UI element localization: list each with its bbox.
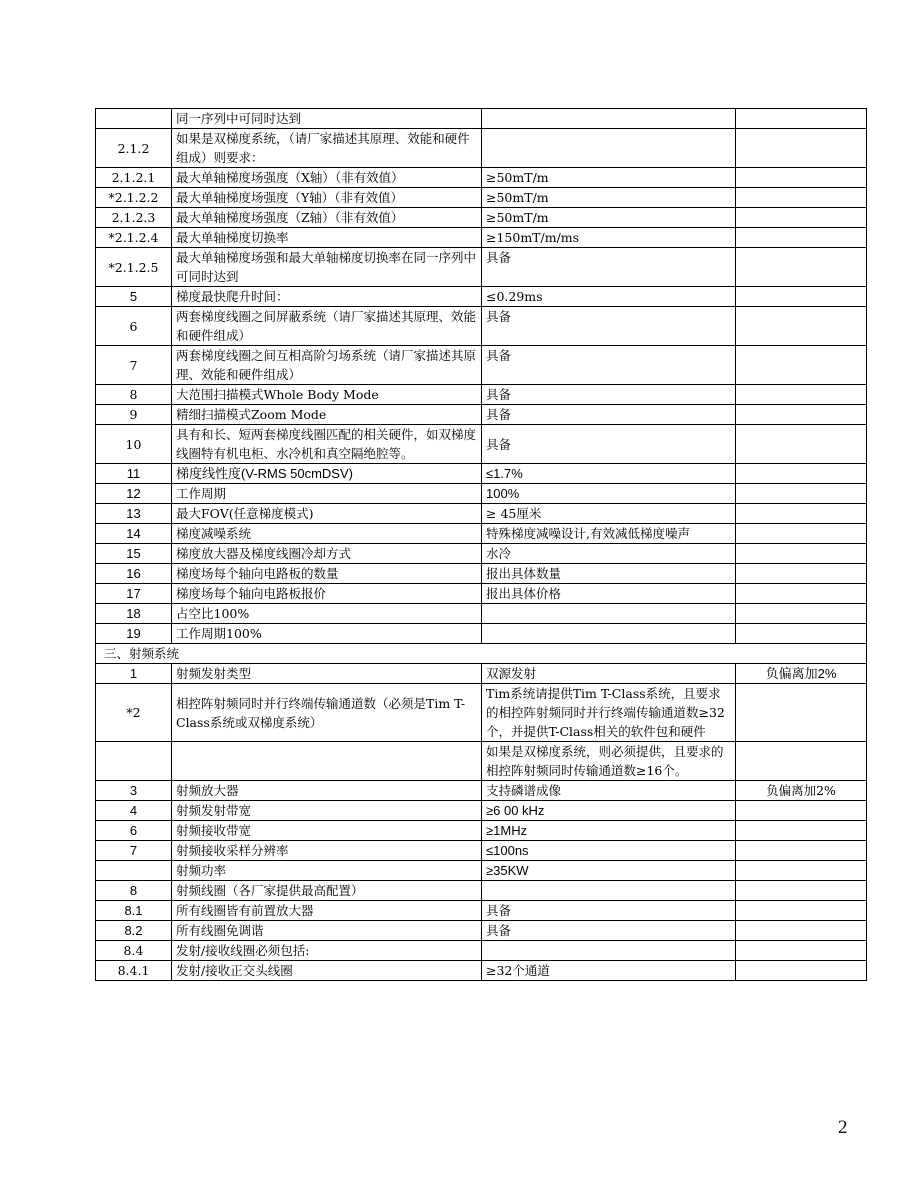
row-note: [736, 425, 867, 464]
page-number: 2: [838, 1117, 848, 1138]
table-row: [96, 901, 867, 921]
row-spec: ≥6 00 kHz: [482, 801, 736, 821]
row-number: *2.1.2.2: [96, 188, 172, 208]
row-item: 射频发射带宽: [172, 801, 482, 821]
row-spec: ≤100ns: [482, 841, 736, 861]
row-note: [736, 624, 867, 644]
row-spec: 具备: [482, 307, 736, 346]
row-note: [736, 504, 867, 524]
row-item: 最大单轴梯度场强度（Z轴）（非有效值）: [172, 208, 482, 228]
row-item: 梯度最快爬升时间：: [172, 287, 482, 307]
row-item: 梯度场每个轴向电路板的数量: [172, 564, 482, 584]
row-item: 所有线圈皆有前置放大器: [172, 901, 482, 921]
row-number: 14: [96, 524, 172, 544]
table-row: [96, 861, 867, 881]
row-note: [736, 921, 867, 941]
table-row: [96, 564, 867, 584]
row-spec: ≥1MHz: [482, 821, 736, 841]
section-heading: 三、射频系统: [96, 644, 867, 664]
row-item: 最大单轴梯度场强和最大单轴梯度切换率在同一序列中可同时达到: [172, 248, 482, 287]
table-row: [96, 941, 867, 961]
row-number: 9: [96, 405, 172, 425]
row-note: [736, 524, 867, 544]
row-number: 1: [96, 664, 172, 684]
row-note: [736, 109, 867, 129]
row-item: 工作周期: [172, 484, 482, 504]
table-row: [96, 307, 867, 346]
row-item: 如果是双梯度系统，（请厂家描述其原理、效能和硬件组成）则要求：: [172, 129, 482, 168]
row-number: 8.2: [96, 921, 172, 941]
row-spec: 特殊梯度减噪设计,有效减低梯度噪声: [482, 524, 736, 544]
row-spec: 具备: [482, 901, 736, 921]
row-number: [96, 109, 172, 129]
row-spec: ≥32个通道: [482, 961, 736, 981]
row-item: 两套梯度线圈之间屏蔽系统（请厂家描述其原理、效能和硬件组成）: [172, 307, 482, 346]
row-note: [736, 941, 867, 961]
table-row: [96, 188, 867, 208]
row-note: 负偏离加2%: [736, 664, 867, 684]
row-spec: ≥50mT/m: [482, 168, 736, 188]
row-number: [96, 861, 172, 881]
row-number: 19: [96, 624, 172, 644]
table-row: [96, 841, 867, 861]
row-item: 梯度减噪系统: [172, 524, 482, 544]
table-row: [96, 287, 867, 307]
row-number: 6: [96, 307, 172, 346]
table-row: [96, 228, 867, 248]
row-number: *2.1.2.4: [96, 228, 172, 248]
row-number: 18: [96, 604, 172, 624]
table-row: [96, 129, 867, 168]
table-row: [96, 405, 867, 425]
row-number: 12: [96, 484, 172, 504]
row-number: 16: [96, 564, 172, 584]
row-item: 同一序列中可同时达到: [172, 109, 482, 129]
row-number: 3: [96, 781, 172, 801]
table-row: [96, 961, 867, 981]
row-item: 射频发射类型: [172, 664, 482, 684]
table-row: [96, 801, 867, 821]
row-item: 占空比100%: [172, 604, 482, 624]
row-item: 梯度放大器及梯度线圈冷却方式: [172, 544, 482, 564]
table-row: [96, 248, 867, 287]
row-note: [736, 346, 867, 385]
row-spec: 双源发射: [482, 664, 736, 684]
row-note: 负偏离加2%: [736, 781, 867, 801]
table-row: [96, 524, 867, 544]
table-row: [96, 385, 867, 405]
table-row: [96, 504, 867, 524]
row-spec: ≥150mT/m/ms: [482, 228, 736, 248]
row-item: 梯度场每个轴向电路板报价: [172, 584, 482, 604]
table-row: [96, 781, 867, 801]
row-spec: [482, 881, 736, 901]
row-number: *2: [96, 684, 172, 742]
row-number: 8: [96, 881, 172, 901]
table-row: [96, 584, 867, 604]
row-note: [736, 287, 867, 307]
row-note: [736, 188, 867, 208]
row-note: [736, 584, 867, 604]
row-number: 8.4: [96, 941, 172, 961]
row-spec: Tim系统请提供Tim T-Class系统，且要求的相控阵射频同时并行终端传输通道数≥32个，并提供T-Class相关的软件包和硬件: [482, 684, 736, 742]
row-spec: 报出具体数量: [482, 564, 736, 584]
row-spec: 具备: [482, 405, 736, 425]
row-number: 6: [96, 821, 172, 841]
row-note: [736, 544, 867, 564]
table-row: [96, 544, 867, 564]
row-number: 5: [96, 287, 172, 307]
table-row: [96, 346, 867, 385]
row-spec: 具备: [482, 248, 736, 287]
table-row: [96, 109, 867, 129]
row-item: 发射/接收正交头线圈: [172, 961, 482, 981]
row-note: [736, 484, 867, 504]
row-item: 射频线圈（各厂家提供最高配置）: [172, 881, 482, 901]
row-item: 射频接收带宽: [172, 821, 482, 841]
row-number: 11: [96, 464, 172, 484]
row-item: 射频功率: [172, 861, 482, 881]
spec-table: [95, 108, 867, 981]
row-note: [736, 801, 867, 821]
row-spec: 支持磷谱成像: [482, 781, 736, 801]
table-row: [96, 684, 867, 742]
row-note: [736, 961, 867, 981]
row-spec: ≥50mT/m: [482, 188, 736, 208]
row-spec: ≤1.7%: [482, 464, 736, 484]
row-note: [736, 307, 867, 346]
row-item: [172, 742, 482, 781]
row-number: 13: [96, 504, 172, 524]
table-row: [96, 464, 867, 484]
row-item: 大范围扫描模式Whole Body Mode: [172, 385, 482, 405]
row-item: 发射/接收线圈必须包括:: [172, 941, 482, 961]
row-item: 所有线圈免调谐: [172, 921, 482, 941]
row-number: 8.4.1: [96, 961, 172, 981]
row-number: 10: [96, 425, 172, 464]
table-row: [96, 821, 867, 841]
row-note: [736, 881, 867, 901]
table-row: [96, 742, 867, 781]
row-spec: ≥50mT/m: [482, 208, 736, 228]
row-number: [96, 742, 172, 781]
row-spec: ≤0.29ms: [482, 287, 736, 307]
table-row: [96, 484, 867, 504]
row-note: [736, 228, 867, 248]
row-note: [736, 684, 867, 742]
row-spec: 报出具体价格: [482, 584, 736, 604]
section-row: [96, 644, 867, 664]
row-item: 最大单轴梯度场强度（X轴）（非有效值）: [172, 168, 482, 188]
row-spec: [482, 109, 736, 129]
row-spec: 具备: [482, 385, 736, 405]
table-row: [96, 664, 867, 684]
row-spec: ≥ 45厘米: [482, 504, 736, 524]
row-spec: 具备: [482, 346, 736, 385]
row-note: [736, 604, 867, 624]
row-note: [736, 208, 867, 228]
row-item: 最大单轴梯度切换率: [172, 228, 482, 248]
row-spec: 具备: [482, 425, 736, 464]
row-number: 15: [96, 544, 172, 564]
row-spec: ≥35KW: [482, 861, 736, 881]
row-number: 8.1: [96, 901, 172, 921]
row-note: [736, 248, 867, 287]
row-note: [736, 742, 867, 781]
row-note: [736, 168, 867, 188]
row-number: 8: [96, 385, 172, 405]
row-item: 具有和长、短两套梯度线圈匹配的相关硬件，如双梯度线圈特有机电柜、水冷机和真空隔绝腔等。: [172, 425, 482, 464]
row-item: 梯度线性度(V-RMS 50cmDSV): [172, 464, 482, 484]
row-item: 最大单轴梯度场强度（Y轴）（非有效值）: [172, 188, 482, 208]
table-row: [96, 604, 867, 624]
table-row: [96, 624, 867, 644]
row-spec: 如果是双梯度系统，则必须提供，且要求的相控阵射频同时传输通道数≥16个。: [482, 742, 736, 781]
row-note: [736, 901, 867, 921]
row-number: 2.1.2: [96, 129, 172, 168]
row-number: 7: [96, 841, 172, 861]
row-note: [736, 861, 867, 881]
row-number: 4: [96, 801, 172, 821]
row-note: [736, 821, 867, 841]
row-item: 精细扫描模式Zoom Mode: [172, 405, 482, 425]
row-item: 最大FOV(任意梯度模式): [172, 504, 482, 524]
row-number: 2.1.2.3: [96, 208, 172, 228]
row-spec: 100%: [482, 484, 736, 504]
row-spec: [482, 604, 736, 624]
table-row: [96, 881, 867, 901]
row-spec: [482, 941, 736, 961]
row-note: [736, 464, 867, 484]
table-row: [96, 425, 867, 464]
spec-table-body: [96, 109, 867, 981]
row-number: 2.1.2.1: [96, 168, 172, 188]
row-spec: 水冷: [482, 544, 736, 564]
table-row: [96, 921, 867, 941]
row-item: 工作周期100%: [172, 624, 482, 644]
table-row: [96, 208, 867, 228]
row-spec: [482, 624, 736, 644]
row-note: [736, 405, 867, 425]
row-item: 射频放大器: [172, 781, 482, 801]
row-spec: 具备: [482, 921, 736, 941]
row-note: [736, 564, 867, 584]
row-note: [736, 385, 867, 405]
row-note: [736, 129, 867, 168]
row-item: 射频接收采样分辨率: [172, 841, 482, 861]
row-number: *2.1.2.5: [96, 248, 172, 287]
table-row: [96, 168, 867, 188]
row-number: 17: [96, 584, 172, 604]
row-note: [736, 841, 867, 861]
row-item: 相控阵射频同时并行终端传输通道数（必须是Tim T-Class系统或双梯度系统）: [172, 684, 482, 742]
row-number: 7: [96, 346, 172, 385]
row-spec: [482, 129, 736, 168]
row-item: 两套梯度线圈之间互相高阶匀场系统（请厂家描述其原理、效能和硬件组成）: [172, 346, 482, 385]
